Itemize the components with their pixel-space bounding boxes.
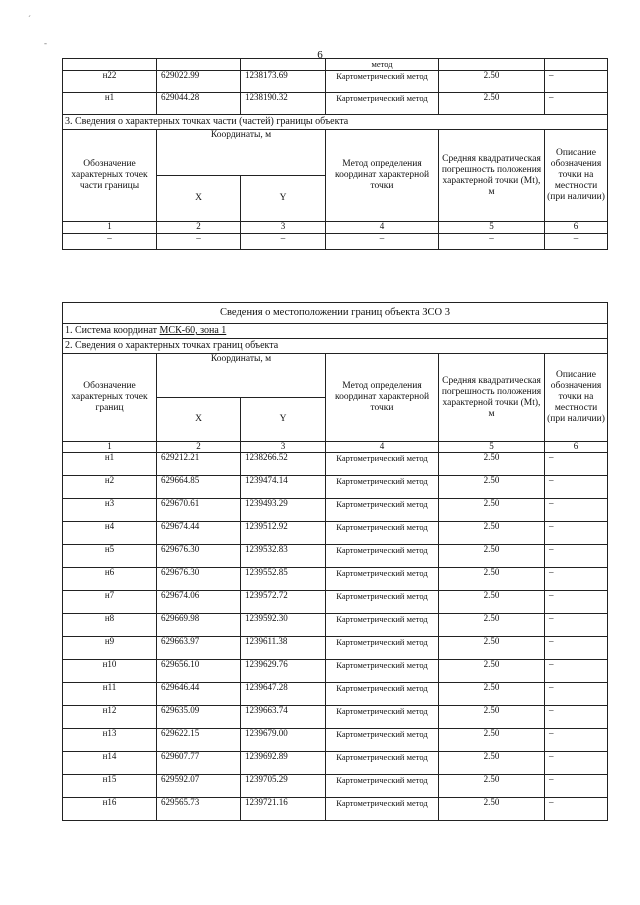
desc-cell: – [545,660,608,683]
header-method: Метод определения координат характерной точки [326,354,439,442]
point-cell: н15 [63,775,157,798]
x-cell: 629022.99 [157,71,241,93]
col-number: 6 [545,442,608,453]
empty-cell: – [326,234,439,250]
point-cell: н12 [63,706,157,729]
error-cell: 2.50 [439,453,545,476]
x-cell: 629212.21 [157,453,241,476]
empty-cell: – [439,234,545,250]
col-number: 5 [439,222,545,234]
empty-cell: – [63,234,157,250]
header-point: Обозначение характерных точек части границы [63,130,157,222]
desc-cell: – [545,453,608,476]
header-point: Обозначение характерных точек границ [63,354,157,442]
method-cell: Картометрический метод [326,545,439,568]
point-cell: н3 [63,499,157,522]
table-row [63,522,608,545]
x-cell: 629664.85 [157,476,241,499]
x-cell: 629044.28 [157,93,241,115]
point-cell: н11 [63,683,157,706]
method-cell: Картометрический метод [326,93,439,115]
method-cell: Картометрический метод [326,522,439,545]
point-cell: н10 [63,660,157,683]
point-cell: н5 [63,545,157,568]
x-cell: 629622.15 [157,729,241,752]
table-row [63,614,608,637]
table-row [63,499,608,522]
desc-cell: – [545,729,608,752]
method-cell: Картометрический метод [326,752,439,775]
x-cell: 629607.77 [157,752,241,775]
error-cell: 2.50 [439,775,545,798]
y-cell: 1239692.89 [241,752,326,775]
table-row [63,453,608,476]
desc-cell: – [545,752,608,775]
points-table-continued [62,58,608,250]
error-cell: 2.50 [439,568,545,591]
desc-cell: – [545,93,608,115]
table-row [63,637,608,660]
desc-cell: – [545,683,608,706]
table-row [63,683,608,706]
point-cell: н1 [63,453,157,476]
desc-cell: – [545,798,608,821]
error-cell: 2.50 [439,545,545,568]
y-cell: 1239663.74 [241,706,326,729]
header-coords: Координаты, м [157,354,326,398]
empty-cell: – [241,234,326,250]
x-cell: 629656.10 [157,660,241,683]
col-number: 4 [326,222,439,234]
x-cell: 629663.97 [157,637,241,660]
method-cell: Картометрический метод [326,568,439,591]
method-cell: Картометрический метод [326,476,439,499]
header-y: Y [241,176,326,222]
col-number: 3 [241,222,326,234]
method-cell: Картометрический метод [326,798,439,821]
empty-cell: – [545,234,608,250]
header-y: Y [241,398,326,442]
error-cell: 2.50 [439,706,545,729]
page-number: 6 [317,49,323,61]
y-cell: 1239474.14 [241,476,326,499]
desc-cell: – [545,775,608,798]
col-number: 2 [157,442,241,453]
header-coords: Координаты, м [157,130,326,176]
y-cell: 1239629.76 [241,660,326,683]
table-row [63,568,608,591]
y-cell: 1239493.29 [241,499,326,522]
point-cell: н6 [63,568,157,591]
error-cell: 2.50 [439,683,545,706]
desc-cell: – [545,614,608,637]
point-cell: н22 [63,71,157,93]
y-cell: 1238173.69 [241,71,326,93]
y-cell: 1239721.16 [241,798,326,821]
x-cell: 629565.73 [157,798,241,821]
col-number: 1 [63,222,157,234]
method-cell: Картометрический метод [326,591,439,614]
error-cell: 2.50 [439,522,545,545]
desc-cell: – [545,499,608,522]
desc-cell: – [545,71,608,93]
error-cell: 2.50 [439,614,545,637]
y-cell: 1238190.32 [241,93,326,115]
y-cell: 1239512.92 [241,522,326,545]
method-cell: Картометрический метод [326,729,439,752]
method-cell: Картометрический метод [326,499,439,522]
method-cell: Картометрический метод [326,614,439,637]
x-cell: 629676.30 [157,568,241,591]
header-x: X [157,176,241,222]
method-cell: Картометрический метод [326,637,439,660]
table-row [63,706,608,729]
error-cell: 2.50 [439,499,545,522]
empty-cell: – [157,234,241,250]
col-number: 1 [63,442,157,453]
table-row [63,729,608,752]
desc-cell: – [545,706,608,729]
section-title: 2. Сведения о характерных точках границ объекта [63,339,608,354]
y-cell: 1238266.52 [241,453,326,476]
header-error: Средняя квадратическая погрешность положения характерной точки (Mt), м [439,130,545,222]
point-cell: н14 [63,752,157,775]
table-row [63,71,608,93]
point-cell: н7 [63,591,157,614]
x-cell: 629674.44 [157,522,241,545]
error-cell: 2.50 [439,476,545,499]
point-cell: н9 [63,637,157,660]
col-number: 3 [241,442,326,453]
error-cell: 2.50 [439,93,545,115]
error-cell: 2.50 [439,591,545,614]
error-cell: 2.50 [439,752,545,775]
method-cell: Картометрический метод [326,683,439,706]
y-cell: 1239532.83 [241,545,326,568]
table-title: Сведения о местоположении границ объекта ЗСО 3 [63,303,608,324]
header-method: Метод определения координат характерной точки [326,130,439,222]
section-title: 3. Сведения о характерных точках части (частей) границы объекта [63,115,608,130]
desc-cell: – [545,545,608,568]
method-cell: метод [326,59,439,71]
header-x: X [157,398,241,442]
col-number: 2 [157,222,241,234]
method-cell: Картометрический метод [326,453,439,476]
x-cell: 629676.30 [157,545,241,568]
x-cell: 629646.44 [157,683,241,706]
table-row [63,545,608,568]
col-number: 6 [545,222,608,234]
scan-mark: - [44,38,47,48]
point-cell: н2 [63,476,157,499]
x-cell: 629635.09 [157,706,241,729]
table-row [63,660,608,683]
y-cell: 1239647.28 [241,683,326,706]
error-cell: 2.50 [439,798,545,821]
coordinate-system: 1. Система координат МСК-60, зона 1 [63,324,608,339]
x-cell: 629669.98 [157,614,241,637]
col-number: 5 [439,442,545,453]
error-cell: 2.50 [439,637,545,660]
scan-mark: ´ [28,14,31,24]
header-desc: Описание обозначения точки на местности (при наличии) [545,130,608,222]
zso-boundary-table [62,302,608,821]
method-cell: Картометрический метод [326,706,439,729]
point-cell: н16 [63,798,157,821]
x-cell: 629674.06 [157,591,241,614]
y-cell: 1239611.38 [241,637,326,660]
col-number: 4 [326,442,439,453]
y-cell: 1239552.85 [241,568,326,591]
point-cell: н8 [63,614,157,637]
error-cell: 2.50 [439,660,545,683]
header-desc: Описание обозначения точки на местности (при наличии) [545,354,608,442]
method-cell: Картометрический метод [326,660,439,683]
desc-cell: – [545,522,608,545]
y-cell: 1239592.30 [241,614,326,637]
table-row [63,752,608,775]
header-error: Средняя квадратическая погрешность положения характерной точки (Mt), м [439,354,545,442]
table-row [63,591,608,614]
x-cell: 629592.07 [157,775,241,798]
table-row [63,798,608,821]
method-cell: Картометрический метод [326,775,439,798]
table-row [63,775,608,798]
desc-cell: – [545,637,608,660]
y-cell: 1239572.72 [241,591,326,614]
desc-cell: – [545,591,608,614]
desc-cell: – [545,476,608,499]
table-row [63,93,608,115]
point-cell: н4 [63,522,157,545]
table-row [63,476,608,499]
error-cell: 2.50 [439,729,545,752]
desc-cell: – [545,568,608,591]
method-cell: Картометрический метод [326,71,439,93]
coordinate-system-value: МСК-60, зона 1 [159,325,227,336]
y-cell: 1239679.00 [241,729,326,752]
point-cell: н1 [63,93,157,115]
point-cell: н13 [63,729,157,752]
y-cell: 1239705.29 [241,775,326,798]
error-cell: 2.50 [439,71,545,93]
x-cell: 629670.61 [157,499,241,522]
